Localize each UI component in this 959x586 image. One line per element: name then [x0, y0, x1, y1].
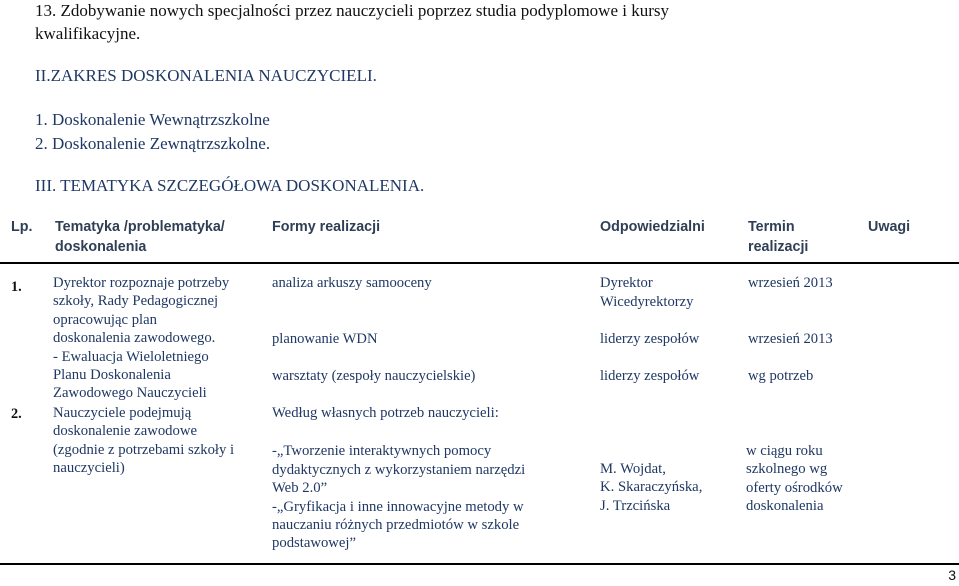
form-line: dydaktycznych z wykorzystaniem narzędzi [272, 461, 526, 478]
topic-line: szkoły, Rady Pedagogicznej [53, 293, 219, 310]
section-2-heading: II.ZAKRES DOSKONALENIA NAUCZYCIELI. [35, 66, 377, 85]
topic-line: Nauczyciele podejmują [53, 405, 192, 421]
row-1-form-2: planowanie WDN [272, 331, 378, 347]
topic-line: Planu Doskonalenia [53, 367, 171, 384]
resp-line: M. Wojdat, [600, 461, 666, 477]
row-1-form-1: analiza arkuszy samooceny [272, 275, 432, 291]
row-1-term-1: wrzesień 2013 [748, 275, 833, 291]
section-2-item-1: 1. Doskonalenie Wewnątrzszkolne [35, 110, 270, 129]
topic-line: doskonalenia zawodowego. [53, 330, 216, 347]
table-bottom-divider [0, 563, 959, 565]
topic-line: Dyrektor rozpoznaje potrzeby [53, 275, 230, 291]
term-line: oferty ośrodków [746, 479, 843, 496]
form-line: nauczaniu różnych przedmiotów w szkole [272, 517, 520, 534]
topic-line: opracowując plan [53, 311, 157, 328]
header-notes: Uwagi [868, 219, 911, 235]
header-lp: Lp. [11, 219, 33, 235]
topic-line: Zawodowego Nauczycieli [53, 385, 207, 402]
row-2-lp: 2. [11, 406, 22, 422]
intro-line-2: kwalifikacyjne. [35, 24, 141, 43]
topic-line: (zgodnie z potrzebami szkoły i [53, 441, 235, 458]
resp-line: J. Trzcińska [600, 497, 671, 514]
intro-line-1: 13. Zdobywanie nowych specjalności przez nauczycieli poprzez studia podyplomowe i kursy [35, 1, 669, 20]
row-1-term-3: wg potrzeb [748, 368, 814, 384]
row-1-lp: 1. [11, 279, 22, 295]
header-topic-2: doskonalenia [55, 239, 147, 255]
row-2-forms [272, 404, 525, 553]
row-1-topic [53, 274, 229, 403]
topic-line: nauczycieli) [53, 460, 125, 477]
header-term-1: Termin [748, 219, 795, 235]
row-1-resp-1: Dyrektor [600, 275, 653, 291]
header-responsible: Odpowiedzialni [600, 219, 705, 235]
form-line: Web 2.0” [272, 480, 328, 497]
term-line: w ciągu roku [746, 443, 823, 459]
form-line: Według własnych potrzeb nauczycieli: [272, 405, 499, 421]
row-1-term-2: wrzesień 2013 [748, 331, 833, 347]
form-line: -„Tworzenie interaktywnych pomocy [272, 443, 492, 460]
row-1-form-3: warsztaty (zespoły nauczycielskie) [272, 368, 476, 384]
form-line: -„Gryfikacja i inne innowacyjne metody w [272, 498, 524, 515]
page-number: 3 [948, 567, 956, 583]
row-2-topic [53, 404, 234, 478]
header-term-2: realizacji [748, 239, 809, 255]
row-1-resp-2: Wicedyrektorzy [600, 294, 694, 310]
row-2-term [746, 442, 843, 516]
term-line: szkolnego wg [746, 461, 828, 478]
section-3-heading: III. TEMATYKA SZCZEGÓŁOWA DOSKONALENIA. [35, 176, 425, 195]
row-1-resp-4: liderzy zespołów [600, 368, 700, 384]
header-divider [0, 262, 959, 264]
term-line: doskonalenia [746, 498, 824, 515]
section-2-item-2: 2. Doskonalenie Zewnątrzszkolne. [35, 134, 271, 153]
topic-line: doskonalenie zawodowe [53, 423, 197, 440]
topic-line: - Ewaluacja Wieloletniego [53, 348, 209, 365]
header-topic-1: Tematyka /problematyka/ [55, 219, 225, 235]
row-1-resp-3: liderzy zespołów [600, 331, 700, 347]
header-forms: Formy realizacji [272, 219, 381, 235]
row-2-responsible [600, 460, 702, 515]
form-line: podstawowej” [272, 535, 357, 552]
resp-line: K. Skaraczyńska, [600, 479, 703, 496]
